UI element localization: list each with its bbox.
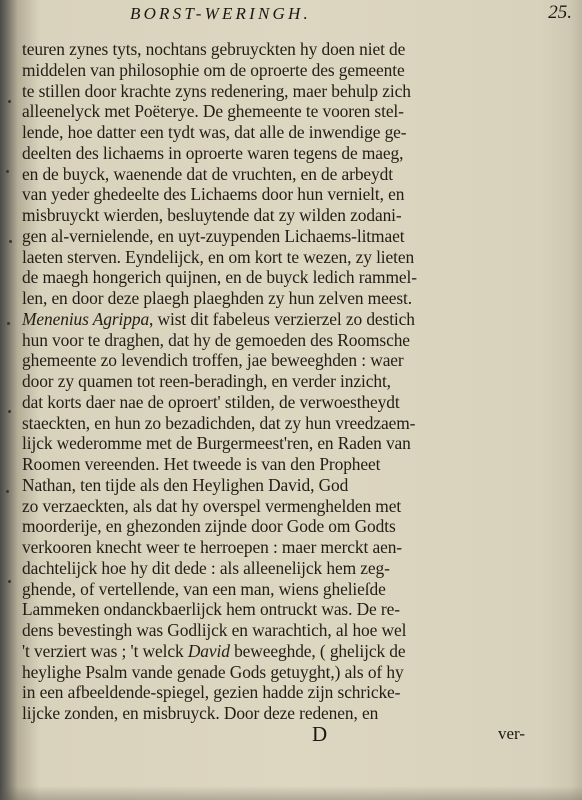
running-title: BORST-WERINGH. bbox=[130, 4, 311, 23]
text-line-italic-name: Menenius Agrippa, wist dit fabeleus verzierzel zo destich bbox=[22, 308, 415, 329]
text-line: Roomen vereenden. Het tweede is van den Propheet bbox=[22, 454, 381, 474]
text-line: heylighe Psalm vande genade Gods getuyght,) als of hy bbox=[22, 661, 404, 682]
text-line: van yeder ghedeelte des Lichaems door hun vernielt, en bbox=[22, 184, 405, 205]
text-line: in een afbeeldende-spiegel, gezien hadde zijn schricke- bbox=[22, 682, 401, 703]
text-line: misbruyckt wierden, besluytende dat zy wilden zodani- bbox=[22, 205, 402, 225]
text-line: dat korts daer nae de oproert' stilden, de verwoestheydt bbox=[22, 391, 400, 412]
text-line: 't verziert was ; 't welck David beweeghde, ( ghelijck de bbox=[22, 640, 406, 661]
signature-mark: D bbox=[312, 722, 328, 746]
italic-name: David bbox=[187, 640, 230, 661]
text-line: middelen van philosophie om de oproerte des gemeente bbox=[22, 59, 405, 80]
text-line: lende, hoe datter een tydt was, dat alle de inwendige ge- bbox=[22, 122, 407, 142]
text-line: dens bevestingh was Godlijck en warachtich, al hoe wel bbox=[22, 620, 407, 640]
ink-speck bbox=[9, 240, 12, 243]
text-line: door zy quamen tot reen-beradingh, en verder inzicht, bbox=[22, 371, 391, 391]
text-line: ghemeente zo levendich troffen, jae beweeghden : waer bbox=[22, 350, 404, 371]
text-line: staeckten, en hun zo bezadichden, dat zy hun vreedzaem- bbox=[22, 412, 416, 433]
page-edge-shadow bbox=[0, 786, 582, 800]
italic-name: Menenius Agrippa bbox=[22, 308, 150, 329]
page-number: 25. bbox=[548, 2, 572, 23]
text-line: alleenelyck met Poëterye. De ghemeente te vooren stel- bbox=[22, 101, 404, 122]
ink-speck bbox=[8, 410, 11, 413]
text-line: moorderije, en ghezonden zijnde door Gode om Godts bbox=[22, 516, 396, 537]
margin-specks bbox=[2, 60, 16, 660]
text-line: laeten sterven. Eyndelijck, en om kort te wezen, zy lieten bbox=[22, 246, 415, 267]
ink-speck bbox=[6, 170, 9, 173]
text-line: lijck wederomme met de Burgermeest'ren, en Raden van bbox=[22, 433, 411, 454]
text-line: hun voor te draghen, dat hy de gemoeden des Roomsche bbox=[22, 329, 410, 350]
text-line: zo verzaeckten, als dat hy overspel vermenghelden met bbox=[22, 495, 402, 516]
text-line: ghende, of vertellende, van een man, wiens ghelieſde bbox=[22, 578, 386, 599]
text-line: dachtelijck hoe hy dit dede : als alleenelijck hem zeg- bbox=[22, 557, 390, 578]
text-line: de maegh hongerich quijnen, en de buyck ledich rammel- bbox=[22, 267, 417, 288]
ink-speck bbox=[6, 490, 9, 493]
ink-speck bbox=[7, 322, 10, 325]
text-line: gen al-vernielende, en uyt-zuypenden Lichaems-litmaet bbox=[22, 225, 405, 246]
text-line: Nathan, ten tijde als den Heylighen David, God bbox=[22, 474, 349, 495]
ink-speck bbox=[8, 580, 11, 583]
text-line: en de buyck, waenende dat de vruchten, en de arbeydt bbox=[22, 163, 393, 184]
ink-speck bbox=[8, 100, 11, 103]
text-line: Lammeken ondanckbaerlijck hem ontruckt was. De re- bbox=[22, 599, 400, 620]
body-text bbox=[22, 39, 567, 724]
text-line: verkooren knecht weer te herroepen : maer merckt aen- bbox=[22, 537, 402, 557]
text-line: lijcke zonden, en misbruyck. Door deze redenen, en bbox=[22, 703, 379, 723]
text-line: len, en door deze plaegh plaeghden zy hun zelven meest. bbox=[22, 288, 412, 308]
text-line: te stillen door krachte zyns redenering, maer behulp zich bbox=[22, 80, 411, 101]
text-line: deelten des lichaems in oproerte waren tegens de maeg, bbox=[22, 142, 404, 163]
catchword: ver- bbox=[498, 724, 526, 743]
text-line: teuren zynes tyts, nochtans gebruyckten hy doen niet de bbox=[22, 39, 406, 59]
